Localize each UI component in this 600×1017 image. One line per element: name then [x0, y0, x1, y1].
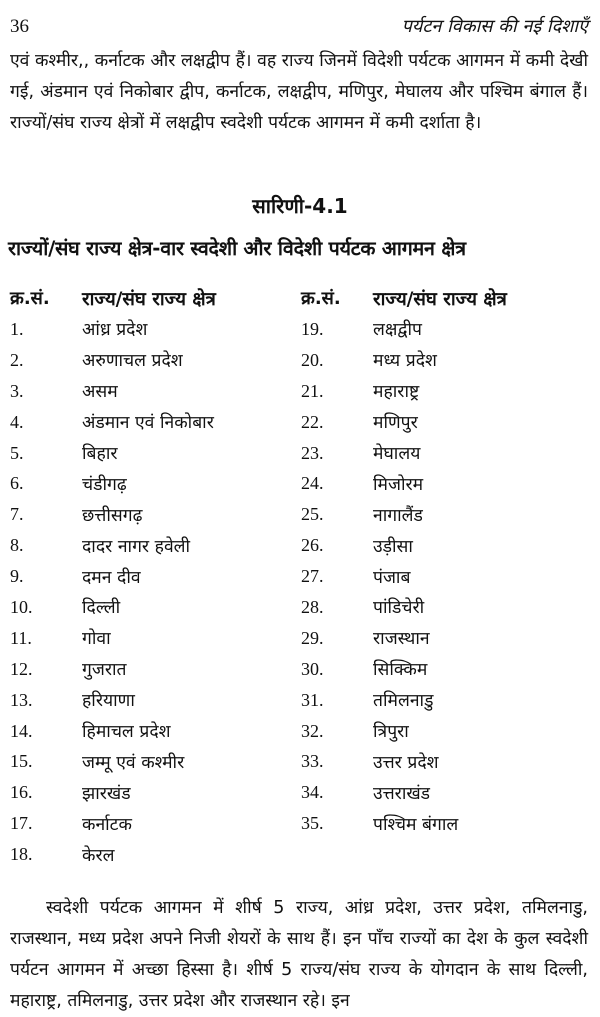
- state-name: राजस्थान: [373, 629, 430, 650]
- serial-number: 27.: [301, 566, 324, 587]
- column-header-state: राज्य/संघ राज्य क्षेत्र: [373, 288, 507, 310]
- serial-number: 21.: [301, 380, 324, 401]
- serial-number: 8.: [10, 535, 24, 556]
- serial-number: 28.: [301, 596, 324, 617]
- state-name: अरुणाचल प्रदेश: [82, 351, 183, 372]
- state-name: छत्तीसगढ़: [82, 505, 143, 526]
- table-row: [10, 839, 300, 870]
- table-row: [301, 530, 591, 561]
- table-row: [10, 438, 300, 469]
- state-name: उड़ीसा: [373, 536, 413, 557]
- state-name: उत्तराखंड: [373, 783, 431, 804]
- table-row: [301, 499, 591, 530]
- state-name: बिहार: [82, 444, 118, 464]
- table-row: [10, 623, 300, 654]
- table-title: राज्यों/संघ राज्य क्षेत्र-वार स्वदेशी और विदेशी पर्यटक आगमन क्षेत्र: [8, 237, 466, 260]
- table-row: [301, 314, 591, 345]
- serial-number: 35.: [301, 813, 324, 834]
- state-name: मेघालय: [373, 444, 421, 464]
- table-row: [301, 438, 591, 469]
- state-name: गोवा: [82, 629, 111, 650]
- closing-paragraph: स्वदेशी पर्यटक आगमन में शीर्ष 5 राज्य, आंध्र प्रदेश, उत्तर प्रदेश, तमिलनाडु, राजस्थान, मध्य प्रदेश अपने निजी शेयरों के साथ हैं। इन पाँच राज्यों का देश के कुल स्वदेशी पर्यटन आगमन में अच्छा हिस्सा है। शीर्ष 5 राज्य/संघ राज्य के योगदान के साथ दिल्ली, महाराष्ट्र, तमिलनाडु, उत्तर प्रदेश और राजस्थान रहे। इन: [10, 898, 588, 1011]
- table-row: [10, 530, 300, 561]
- state-name: चंडीगढ़: [82, 474, 127, 495]
- state-name: मणिपुर: [373, 413, 418, 434]
- table-header-row: [10, 282, 300, 314]
- serial-number: 31.: [301, 689, 324, 710]
- serial-number: 19.: [301, 318, 324, 339]
- page-number: 36: [10, 16, 29, 37]
- serial-number: 30.: [301, 658, 324, 679]
- table-row: [10, 561, 300, 592]
- table-row: [10, 468, 300, 499]
- state-name: दिल्ली: [82, 598, 121, 619]
- table-row: [301, 468, 591, 499]
- table-left-column: [10, 282, 300, 870]
- state-name: नागालैंड: [373, 505, 423, 526]
- serial-number: 6.: [10, 473, 24, 494]
- table-row: [301, 716, 591, 747]
- state-name: केरल: [82, 845, 115, 866]
- table-row: [301, 376, 591, 407]
- serial-number: 25.: [301, 504, 324, 525]
- serial-number: 15.: [10, 751, 33, 772]
- column-header-serial: क्र.सं.: [301, 288, 341, 309]
- table-label: सारिणी-4.1: [252, 194, 348, 218]
- serial-number: 26.: [301, 535, 324, 556]
- serial-number: 32.: [301, 720, 324, 741]
- state-name: आंध्र प्रदेश: [82, 320, 148, 341]
- state-name: महाराष्ट्र: [373, 382, 420, 403]
- table-row: [301, 623, 591, 654]
- table-row: [10, 746, 300, 777]
- state-name: सिक्किम: [373, 660, 428, 681]
- table-row: [10, 777, 300, 808]
- table-row: [10, 592, 300, 623]
- table-row: [10, 716, 300, 747]
- serial-number: 22.: [301, 411, 324, 432]
- column-header-serial: क्र.सं.: [10, 288, 50, 309]
- state-name: लक्षद्वीप: [373, 320, 422, 341]
- state-name: दमन दीव: [82, 567, 141, 588]
- state-name: उत्तर प्रदेश: [373, 752, 439, 773]
- serial-number: 4.: [10, 411, 24, 432]
- table-row: [301, 654, 591, 685]
- table-right-column: [301, 282, 591, 839]
- serial-number: 3.: [10, 380, 24, 401]
- table-row: [10, 376, 300, 407]
- serial-number: 17.: [10, 813, 33, 834]
- table-row: [10, 314, 300, 345]
- serial-number: 16.: [10, 782, 33, 803]
- state-name: पंजाब: [373, 567, 411, 588]
- serial-number: 1.: [10, 318, 24, 339]
- state-name: असम: [82, 382, 118, 403]
- state-name: तमिलनाडु: [373, 691, 434, 712]
- serial-number: 2.: [10, 349, 24, 370]
- table-row: [301, 685, 591, 716]
- intro-paragraph: एवं कश्मीर,, कर्नाटक और लक्षद्वीप हैं। वह राज्य जिनमें विदेशी पर्यटक आगमन में कमी देखी गई, अंडमान एवं निकोबार द्वीप, कर्नाटक, लक्षद्वीप, मणिपुर, मेघालय और पश्चिम बंगाल हैं। राज्यों/संघ राज्य क्षेत्रों में लक्षद्वीप स्वदेशी पर्यटक आगमन में कमी दर्शाता है।: [10, 51, 588, 133]
- table-row: [301, 808, 591, 839]
- table-header-row: [301, 282, 591, 314]
- state-name: पश्चिम बंगाल: [373, 814, 459, 835]
- serial-number: 24.: [301, 473, 324, 494]
- table-row: [10, 808, 300, 839]
- state-name: हरियाणा: [82, 691, 135, 712]
- table-row: [10, 345, 300, 376]
- serial-number: 20.: [301, 349, 324, 370]
- serial-number: 29.: [301, 627, 324, 648]
- table-row: [301, 746, 591, 777]
- state-name: पांडिचेरी: [373, 598, 425, 619]
- serial-number: 9.: [10, 566, 24, 587]
- table-row: [10, 499, 300, 530]
- table-row: [10, 654, 300, 685]
- serial-number: 11.: [10, 627, 32, 648]
- serial-number: 14.: [10, 720, 33, 741]
- state-name: दादर नागर हवेली: [82, 536, 191, 557]
- state-name: मिजोरम: [373, 474, 424, 495]
- serial-number: 7.: [10, 504, 24, 525]
- serial-number: 33.: [301, 751, 324, 772]
- table-row: [301, 592, 591, 623]
- state-name: अंडमान एवं निकोबार: [82, 413, 214, 434]
- table-row: [301, 345, 591, 376]
- state-name: मध्य प्रदेश: [373, 351, 437, 372]
- table-row: [301, 407, 591, 438]
- column-header-state: राज्य/संघ राज्य क्षेत्र: [82, 288, 216, 310]
- state-name: कर्नाटक: [82, 814, 132, 835]
- serial-number: 34.: [301, 782, 324, 803]
- table-row: [10, 685, 300, 716]
- serial-number: 23.: [301, 442, 324, 463]
- serial-number: 18.: [10, 844, 33, 865]
- serial-number: 10.: [10, 596, 33, 617]
- serial-number: 5.: [10, 442, 24, 463]
- book-title: पर्यटन विकास की नई दिशाएँ: [401, 16, 588, 37]
- state-name: जम्मू एवं कश्मीर: [82, 752, 185, 773]
- table-row: [10, 407, 300, 438]
- serial-number: 13.: [10, 689, 33, 710]
- state-name: त्रिपुरा: [373, 722, 409, 743]
- state-name: झारखंड: [82, 783, 131, 804]
- table-row: [301, 561, 591, 592]
- state-name: हिमाचल प्रदेश: [82, 722, 171, 743]
- state-name: गुजरात: [82, 660, 127, 681]
- serial-number: 12.: [10, 658, 33, 679]
- running-head: [10, 14, 588, 44]
- table-row: [301, 777, 591, 808]
